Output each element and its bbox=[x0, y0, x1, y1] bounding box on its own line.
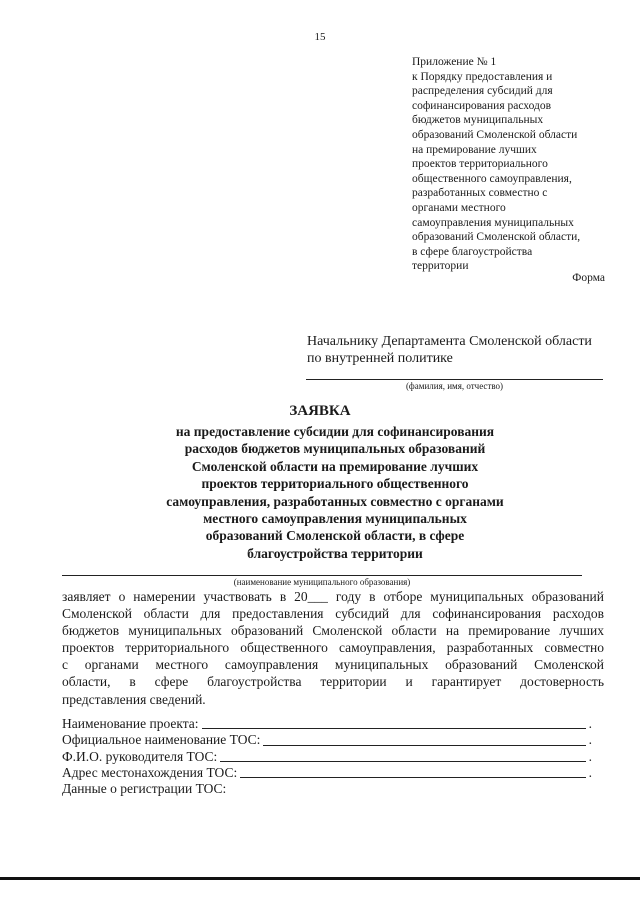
field-end: . bbox=[588, 716, 592, 731]
body-line: представления сведений. bbox=[62, 691, 206, 707]
field-registration bbox=[62, 781, 592, 797]
subtitle-line: образований Смоленской области, в сфере bbox=[205, 528, 465, 544]
appendix-line: разработанных совместно с bbox=[412, 187, 548, 200]
municipality-caption: (наименование муниципального образования) bbox=[233, 577, 411, 587]
fill-line bbox=[240, 777, 585, 778]
municipality-line bbox=[62, 575, 582, 576]
body-line: заявляет о намерении участвовать в 20___ году в отборе муниципальных образований bbox=[62, 589, 604, 604]
field-label: Данные о регистрации ТОС: bbox=[62, 781, 227, 797]
appendix-line: самоуправления муниципальных bbox=[412, 216, 574, 229]
addressee-line: по внутренней политике bbox=[307, 351, 453, 366]
body-line: бюджетов муниципальных образований Смоленской области на премирование лучших bbox=[62, 623, 604, 639]
appendix-line: софинансирования расходов bbox=[412, 99, 552, 112]
field-label: Официальное наименование ТОС: bbox=[62, 732, 261, 748]
form-label: Форма bbox=[572, 272, 605, 284]
fill-line bbox=[263, 745, 585, 746]
field-label: Ф.И.О. руководителя ТОС: bbox=[62, 748, 218, 764]
signature-caption: (фамилия, имя, отчество) bbox=[405, 381, 504, 391]
addressee-line: Начальнику Департамента Смоленской области bbox=[307, 334, 592, 349]
appendix-line: распределения субсидий для bbox=[412, 85, 553, 98]
form-fields bbox=[62, 716, 592, 797]
field-label: Адрес местонахождения ТОС: bbox=[62, 764, 238, 780]
appendix-line: в сфере благоустройства bbox=[412, 245, 533, 258]
document-subtitle bbox=[100, 423, 570, 562]
field-label: Наименование проекта: bbox=[62, 716, 199, 731]
field-project-name bbox=[62, 716, 592, 732]
subtitle-line: на предоставление субсидии для софинансирования bbox=[175, 424, 495, 439]
appendix-line: территории bbox=[412, 260, 469, 273]
appendix-line: общественного самоуправления, bbox=[412, 172, 572, 185]
appendix-line: проектов территориального bbox=[412, 158, 548, 171]
body-line: области, в сфере благоустройства территории и гарантирует достоверность bbox=[62, 674, 604, 690]
subtitle-line: проектов территориального общественного bbox=[201, 476, 469, 492]
scan-edge-line bbox=[0, 877, 640, 880]
document-title: ЗАЯВКА bbox=[289, 403, 351, 419]
appendix-line: к Порядку предоставления и bbox=[412, 70, 553, 83]
field-end: . bbox=[588, 748, 592, 764]
body-line: Смоленской области для предоставления субсидий для софинансирования расходов bbox=[62, 606, 604, 622]
field-end: . bbox=[588, 732, 592, 748]
field-official-name bbox=[62, 732, 592, 748]
body-line: проектов территориального общественного самоуправления, разработанных совместно bbox=[62, 640, 604, 656]
field-head-name bbox=[62, 749, 592, 765]
appendix-line: бюджетов муниципальных bbox=[412, 114, 544, 127]
appendix-line: Приложение № 1 bbox=[412, 56, 497, 68]
field-address bbox=[62, 765, 592, 781]
body-line: с органами местного самоуправления муниципальных образований Смоленской bbox=[62, 657, 604, 673]
appendix-line: образований Смоленской области bbox=[412, 128, 578, 141]
subtitle-line: самоуправления, разработанных совместно с органами bbox=[166, 493, 504, 509]
page-number: 15 bbox=[314, 31, 326, 43]
subtitle-line: местного самоуправления муниципальных bbox=[203, 511, 467, 527]
appendix-note bbox=[412, 55, 612, 274]
appendix-line: органами местного bbox=[412, 201, 506, 214]
subtitle-line: благоустройства территории bbox=[247, 545, 423, 561]
fill-line bbox=[220, 761, 585, 762]
signature-line bbox=[306, 379, 603, 380]
fill-line bbox=[202, 728, 586, 729]
body-paragraph bbox=[62, 588, 604, 708]
addressee bbox=[307, 333, 592, 367]
appendix-line: на премирование лучших bbox=[412, 143, 537, 156]
subtitle-line: расходов бюджетов муниципальных образований bbox=[184, 441, 486, 457]
field-end: . bbox=[588, 764, 592, 780]
appendix-line: образований Смоленской области, bbox=[412, 231, 581, 244]
subtitle-line: Смоленской области на премирование лучших bbox=[191, 458, 479, 474]
